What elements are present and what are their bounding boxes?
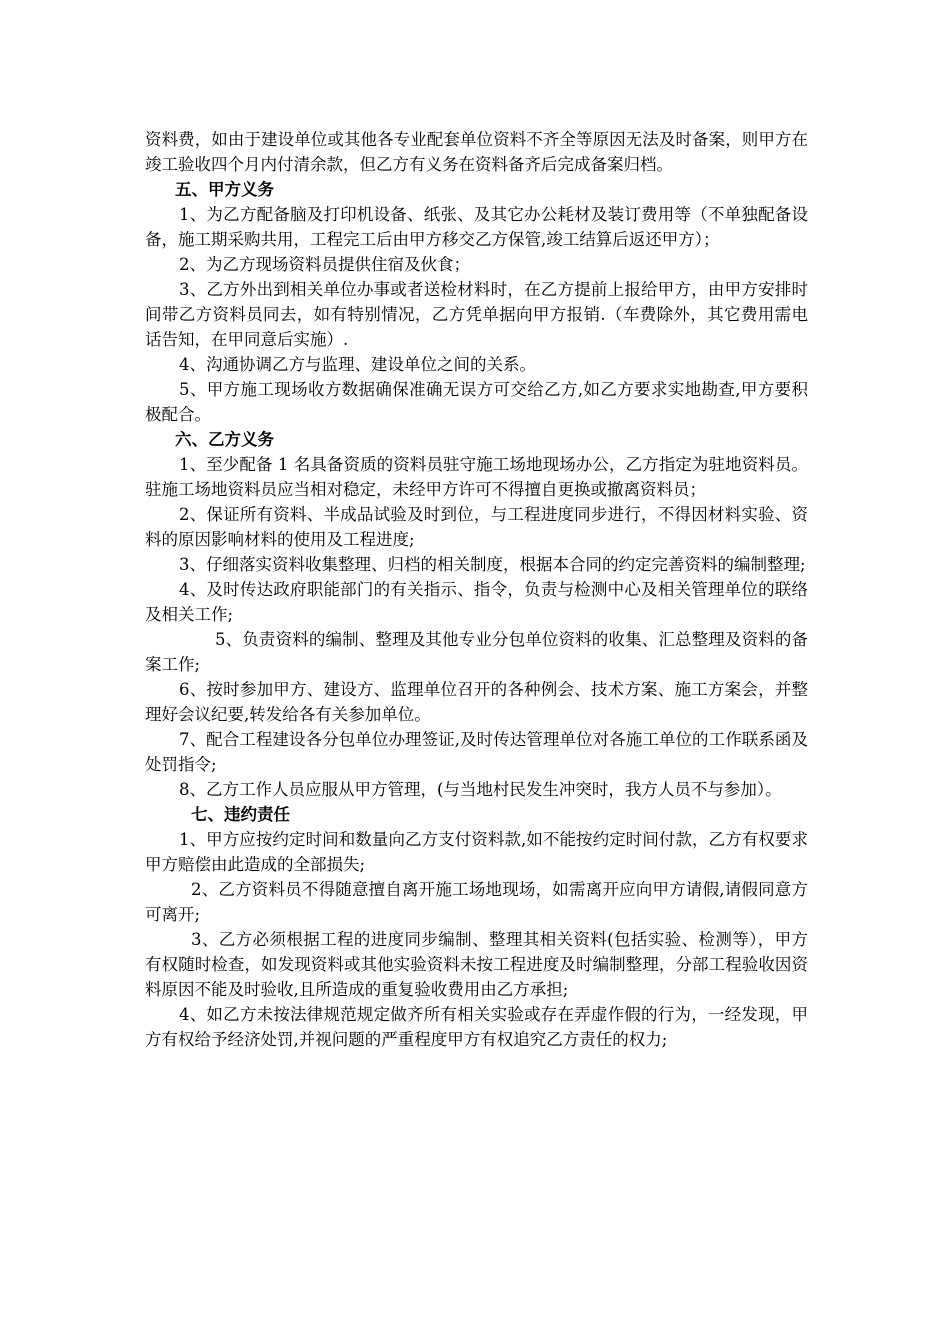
section-6-item-3: 3、仔细落实资料收集整理、归档的相关制度，根据本合同的约定完善资料的编制整理; (179, 555, 806, 574)
section-7-item-3: 3、乙方必须根据工程的进度同步编制、整理其相关资料(包括实验、检测等），甲方有权随时检查，如发现资料或其他实验资料未按工程进度及时编制整理，分部工程验收因资料原因不能及时验收,且所造成的重复验收费用由乙方承担; (145, 930, 808, 999)
section-5-item-2: 2、为乙方现场资料员提供住宿及伙食； (179, 255, 470, 274)
section-5-item-1: 1、为乙方配备脑及打印机设备、纸张、及其它办公耗材及装订费用等（不单独配备设备，施工期采购共用，工程完工后由甲方移交乙方保管,竣工结算后返还甲方）； (145, 205, 808, 249)
section-5-heading: 五、甲方义务 (175, 180, 274, 199)
section-7-item-4: 4、如乙方未按法律规范规定做齐所有相关实验或存在弄虚作假的行为，一经发现，甲方有权给予经济处罚,并视问题的严重程度甲方有权追究乙方责任的权力; (145, 1005, 808, 1049)
section-6-item-6: 6、按时参加甲方、建设方、监理单位召开的各种例会、技术方案、施工方案会，并整理好会议纪要,转发给各有关参加单位。 (145, 680, 808, 724)
section-6-item-5: 5、负责资料的编制、整理及其他专业分包单位资料的收集、汇总整理及资料的备案工作; (145, 630, 808, 674)
section-5-item-4: 4、沟通协调乙方与监理、建设单位之间的关系。 (179, 355, 536, 374)
section-7-heading: 七、违约责任 (191, 805, 290, 824)
section-5-item-5: 5、甲方施工现场收方数据确保准确无误方可交给乙方,如乙方要求实地勘查,甲方要积极配合。 (145, 380, 808, 424)
section-6-item-7: 7、配合工程建设各分包单位办理签证,及时传达管理单位对各施工单位的工作联系函及处罚指令; (145, 730, 808, 774)
section-7-item-2: 2、乙方资料员不得随意擅自离开施工场地现场，如需离开应向甲方请假,请假同意方可离开; (145, 880, 808, 924)
section-6-item-2: 2、保证所有资料、半成品试验及时到位，与工程进度同步进行，不得因材料实验、资料的原因影响材料的使用及工程进度; (145, 505, 808, 549)
section-6-item-8: 8、乙方工作人员应服从甲方管理，(与当地村民发生冲突时，我方人员不与参加）。 (179, 780, 782, 799)
section-7-item-1: 1、甲方应按约定时间和数量向乙方支付资料款,如不能按约定时间付款，乙方有权要求甲方赔偿由此造成的全部损失; (145, 830, 808, 874)
section-5-item-3: 3、乙方外出到相关单位办事或者送检材料时，在乙方提前上报给甲方，由甲方安排时间带乙方资料员同去，如有特别情况，乙方凭单据向甲方报销.（车费除外，其它费用需电话告知，在甲同意后实施）. (145, 280, 808, 349)
continuation-paragraph: 资料费，如由于建设单位或其他各专业配套单位资料不齐全等原因无法及时备案，则甲方在竣工验收四个月内付清余款，但乙方有义务在资料备齐后完成备案归档。 (145, 130, 808, 174)
section-6-item-1: 1、至少配备 1 名具备资质的资料员驻守施工场地现场办公，乙方指定为驻地资料员。驻施工场地资料员应当相对稳定，未经甲方许可不得擅自更换或撤离资料员； (145, 455, 808, 499)
section-6-heading: 六、乙方义务 (175, 430, 274, 449)
section-6-item-4: 4、及时传达政府职能部门的有关指示、指令，负责与检测中心及相关管理单位的联络及相关工作; (145, 580, 808, 624)
